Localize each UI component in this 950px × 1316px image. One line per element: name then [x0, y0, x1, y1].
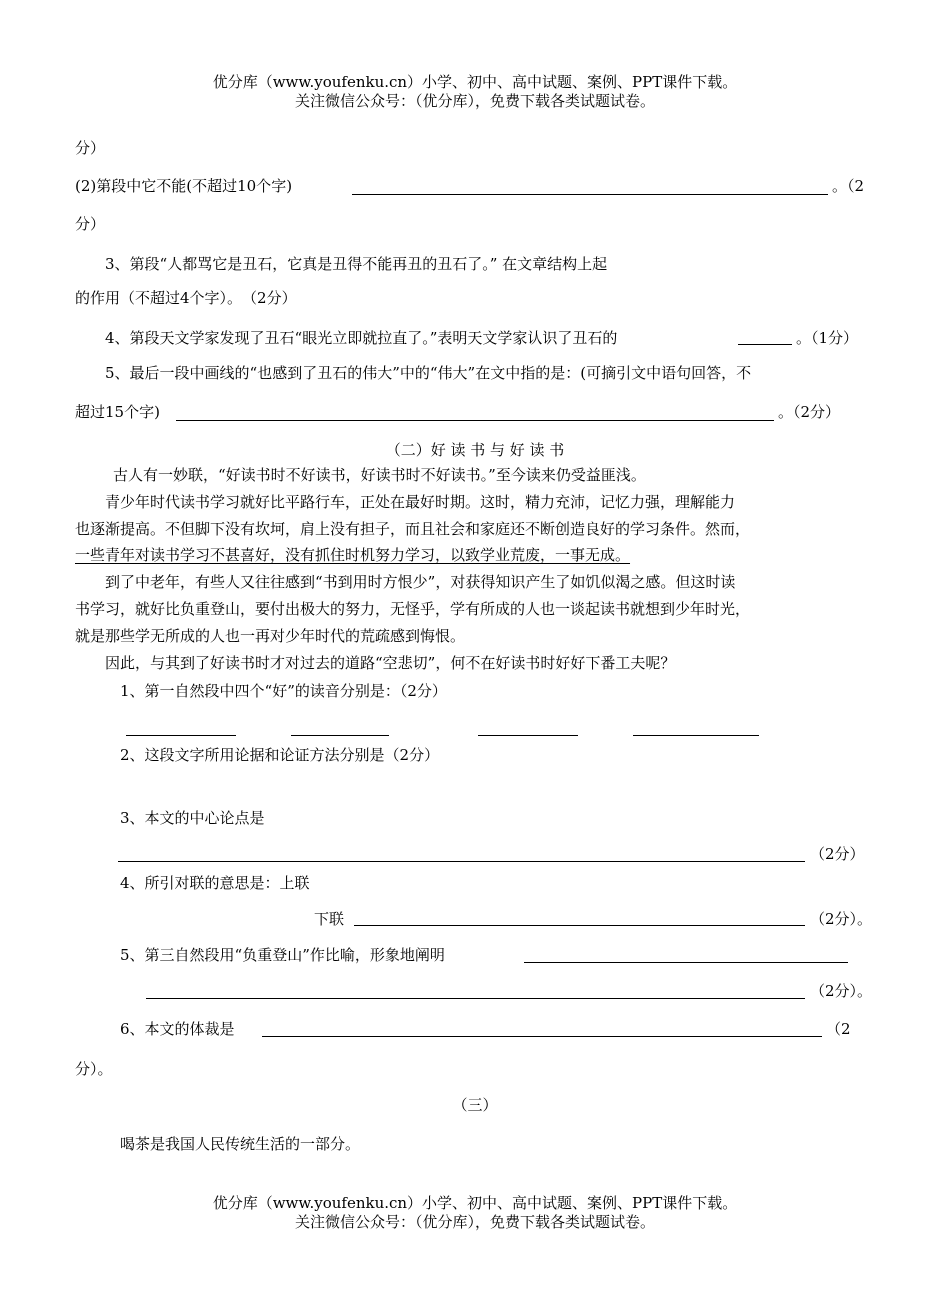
section-3-para-1: 喝茶是我国人民传统生活的一部分。: [120, 1135, 361, 1153]
question-5-answer-blank[interactable]: [176, 420, 774, 421]
central-argument-blank[interactable]: [118, 861, 805, 862]
section-2-question-6-score-cont: 分）。: [75, 1060, 113, 1078]
question-4-score: 。（1分）: [796, 329, 859, 347]
section-2-question-6: 6、本文的体裁是: [120, 1020, 235, 1038]
page-header-line-2: 关注微信公众号：（优分库），免费下载各类试题试卷。: [294, 92, 655, 110]
couplet-lower-blank[interactable]: [354, 925, 805, 926]
reading-blank-1[interactable]: [126, 735, 236, 736]
question-2-answer-blank[interactable]: [352, 194, 828, 195]
section-3-title: （三）: [452, 1096, 498, 1114]
question-3-line-2: 的作用（不超过4个字）。 （2分）: [75, 289, 297, 307]
metaphor-blank-1[interactable]: [524, 962, 848, 963]
section-2-question-6-score: （2: [826, 1020, 851, 1038]
reading-blank-2[interactable]: [291, 735, 389, 736]
passage-para-2-line-3-underlined: 一些青年对读书学习不甚喜好，没有抓住时机努力学习，以致学业荒废，一事无成。: [75, 546, 631, 564]
section-2-question-2: 2、这段文字所用论据和论证方法分别是（2分）: [120, 746, 440, 764]
section-2-title: （二）好 读 书 与 好 读 书: [385, 441, 565, 459]
section-2-question-3: 3、本文的中心论点是: [120, 809, 265, 827]
question-5-score: 。（2分）: [778, 403, 841, 421]
page-footer-line-2: 关注微信公众号：（优分库），免费下载各类试题试卷。: [294, 1213, 655, 1231]
question-4-prompt: 4、第段天文学家发现了丑石“眼光立即就拉直了。”表明天文学家认识了丑石的: [105, 329, 618, 347]
section-2-question-1: 1、第一自然段中四个“好”的读音分别是：（2分）: [120, 682, 447, 700]
section-2-question-5-score: （2分）。: [810, 982, 873, 1000]
section-2-question-5: 5、第三自然段用“负重登山”作比喻，形象地阐明: [120, 946, 445, 964]
question-2-score: 。（2: [832, 177, 865, 195]
metaphor-blank-2[interactable]: [146, 998, 805, 999]
passage-para-4: 因此，与其到了好读书时才对过去的道路“空悲切”，何不在好读书时好好下番工夫呢？: [105, 654, 676, 672]
reading-blank-3[interactable]: [478, 735, 578, 736]
question-5-line-1: 5、最后一段中画线的“也感到了丑石的伟大”中的“伟大”在文中指的是：(可摘引文中语句回答，不: [105, 364, 752, 382]
passage-para-3-line-1: 到了中老年，有些人又往往感到“书到用时方恨少”，对获得知识产生了如饥似渴之感。但这时读: [105, 573, 736, 591]
passage-para-1: 古人有一妙联，“好读书时不好读书，好读书时不好读书。”至今读来仍受益匪浅。: [113, 466, 646, 484]
passage-para-2-line-1: 青少年时代读书学习就好比平路行车，正处在最好时期。这时，精力充沛，记忆力强，理解能力: [105, 493, 736, 511]
page-footer-line-1: 优分库（www.youfenku.cn）小学、初中、高中试题、案例、PPT课件下载。: [212, 1194, 738, 1212]
passage-para-3-line-2: 书学习，就好比负重登山，要付出极大的努力，无怪乎，学有所成的人也一谈起读书就想到少年时光，: [75, 600, 751, 618]
passage-para-3-line-3: 就是那些学无所成的人也一再对少年时代的荒疏感到悔恨。: [75, 627, 466, 645]
genre-blank[interactable]: [262, 1036, 822, 1037]
section-2-question-3-score: （2分）: [810, 845, 865, 863]
question-4-answer-blank[interactable]: [738, 344, 792, 345]
question-2-prompt: (2)第段中它不能(不超过10个字): [75, 177, 293, 195]
reading-blank-4[interactable]: [633, 735, 759, 736]
passage-para-2-line-2: 也逐渐提高。不但脚下没有坎坷，肩上没有担子，而且社会和家庭还不断创造良好的学习条件。然而，: [75, 520, 751, 538]
continued-score-text: 分）: [75, 139, 106, 157]
page-header-line-1: 优分库（www.youfenku.cn）小学、初中、高中试题、案例、PPT课件下载。: [212, 73, 738, 91]
question-3-line-1: 3、第段“人都骂它是丑石，它真是丑得不能再丑的丑石了。” 在文章结构上起: [105, 255, 608, 273]
section-2-question-4-lower-label: 下联: [314, 910, 345, 928]
section-2-question-4: 4、所引对联的意思是：上联: [120, 874, 310, 892]
question-2-score-cont: 分）: [75, 215, 106, 233]
section-2-question-4-score: （2分）。: [810, 910, 873, 928]
question-5-line-2-prompt: 超过15个字): [75, 403, 160, 421]
